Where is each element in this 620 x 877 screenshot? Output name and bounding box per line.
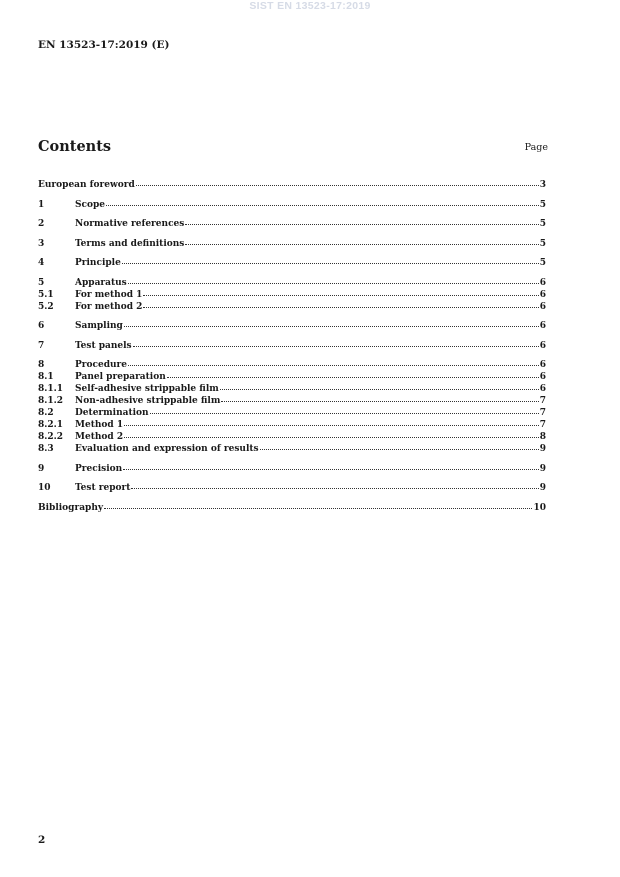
toc-entry-number: 5 (38, 277, 45, 288)
toc-entry-number: 8.2.2 (38, 432, 64, 442)
dot-leader (167, 369, 539, 378)
toc-entry-page: 6 (539, 372, 546, 382)
dot-leader (123, 461, 539, 470)
toc-entry-page: 6 (539, 360, 546, 370)
toc-entry-title: Scope (75, 199, 106, 210)
toc-entry-number: 5.1 (38, 289, 54, 300)
toc-entry-number: 7 (38, 340, 45, 351)
toc-entry-number: 8.3 (38, 444, 54, 454)
toc-entry-page: 10 (533, 502, 546, 513)
toc-entry-title: Determination (75, 408, 149, 418)
toc-entry-title: Evaluation and expression of results (75, 444, 259, 454)
toc-entry-title: Bibliography (38, 502, 104, 513)
toc-entry-title: Method 2 (75, 432, 124, 442)
toc-entry-page: 5 (539, 199, 546, 210)
toc-entry-title: Normative references (75, 219, 185, 229)
contents-heading: Contents (38, 138, 112, 155)
toc-entry[interactable] (38, 442, 546, 454)
toc-entry[interactable] (38, 178, 546, 190)
toc-entry-number: 9 (38, 463, 45, 474)
toc-entry-number: 5.2 (38, 301, 54, 312)
toc-entry-number: 10 (38, 483, 51, 493)
toc-entry-page: 6 (539, 384, 546, 394)
toc-entry-number: 8.1.1 (38, 384, 64, 394)
dot-leader (150, 405, 539, 414)
toc-entry-page: 6 (539, 277, 546, 288)
toc-entry-title: Test report (75, 483, 131, 493)
toc-entry-page: 5 (539, 238, 546, 249)
dot-leader (220, 381, 539, 390)
dot-leader (260, 441, 539, 450)
toc-entry-page: 5 (539, 258, 546, 268)
toc-entry-page: 9 (539, 463, 546, 474)
toc-entry-title: Procedure (75, 360, 128, 370)
page-column-label: Page (524, 142, 548, 153)
toc-entry[interactable] (38, 501, 546, 513)
toc-entry-title: Sampling (75, 321, 123, 331)
dot-leader (104, 500, 532, 509)
toc-entry-number: 4 (38, 258, 45, 268)
dot-leader (221, 393, 538, 402)
toc-entry-number: 8 (38, 360, 45, 370)
page-number: 2 (38, 834, 46, 846)
dot-leader (124, 429, 539, 438)
dot-leader (185, 236, 538, 245)
toc-entry-title: Principle (75, 258, 121, 268)
toc-entry[interactable] (38, 481, 546, 493)
toc-entry-title: Precision (75, 463, 123, 474)
toc-entry-title: Self-adhesive strippable film (75, 384, 219, 394)
toc-entry-number: 8.2.1 (38, 420, 64, 430)
toc-entry-page: 7 (539, 396, 546, 406)
document-id: EN 13523-17:2019 (E) (38, 39, 170, 51)
toc-entry-title: European foreword (38, 180, 135, 190)
dot-leader (128, 357, 539, 366)
dot-leader (136, 177, 539, 186)
toc-entry-number: 3 (38, 238, 45, 249)
table-of-contents (38, 178, 546, 513)
toc-entry-page: 6 (539, 340, 546, 351)
toc-entry-title: For method 2 (75, 301, 143, 312)
dot-leader (124, 417, 539, 426)
watermark-text: SIST EN 13523-17:2019 (249, 0, 371, 12)
toc-entry[interactable] (38, 300, 546, 312)
dot-leader (124, 318, 539, 327)
toc-entry-number: 6 (38, 321, 45, 331)
toc-entry-title: Test panels (75, 340, 132, 351)
toc-entry-page: 6 (539, 321, 546, 331)
toc-entry-page: 6 (539, 289, 546, 300)
toc-entry-page: 5 (539, 219, 546, 229)
toc-entry-page: 3 (539, 180, 546, 190)
toc-entry[interactable] (38, 198, 546, 210)
toc-entry[interactable] (38, 319, 546, 331)
dot-leader (106, 197, 539, 206)
toc-entry-title: Apparatus (75, 277, 127, 288)
toc-entry[interactable] (38, 237, 546, 249)
toc-entry-number: 8.1.2 (38, 396, 64, 406)
dot-leader (143, 299, 538, 308)
dot-leader (185, 216, 538, 225)
dot-leader (122, 255, 539, 264)
dot-leader (131, 480, 538, 489)
toc-entry-number: 2 (38, 219, 45, 229)
toc-entry-number: 1 (38, 199, 45, 210)
toc-entry-number: 8.2 (38, 408, 54, 418)
dot-leader (133, 338, 539, 347)
toc-entry-page: 6 (539, 301, 546, 312)
toc-entry-title: Non-adhesive strippable film (75, 396, 221, 406)
toc-entry-page: 9 (539, 483, 546, 493)
dot-leader (143, 287, 538, 296)
toc-entry[interactable] (38, 462, 546, 474)
toc-entry-number: 8.1 (38, 372, 54, 382)
toc-entry-title: For method 1 (75, 289, 143, 300)
dot-leader (128, 275, 539, 284)
toc-entry[interactable] (38, 339, 546, 351)
toc-entry-title: Panel preparation (75, 372, 166, 382)
toc-entry-page: 7 (539, 408, 546, 418)
toc-entry-page: 8 (539, 432, 546, 442)
toc-entry-title: Method 1 (75, 420, 124, 430)
toc-entry[interactable] (38, 217, 546, 229)
toc-entry-page: 7 (539, 420, 546, 430)
toc-entry-title: Terms and definitions (75, 238, 185, 249)
toc-entry-page: 9 (539, 444, 546, 454)
toc-entry[interactable] (38, 256, 546, 268)
